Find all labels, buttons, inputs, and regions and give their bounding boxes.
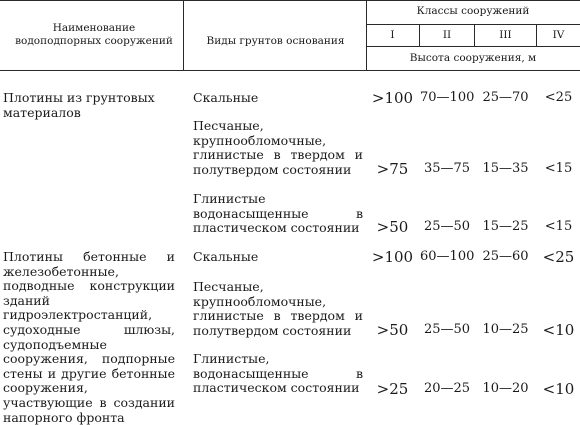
group-1-row-1-class-3: 25—70 [482,90,529,105]
group-1-row-3-soil: Глинистые водонасыщенные в пластическом состоянии [193,191,363,236]
group-2-row-3-class-3: 10—20 [482,381,529,396]
class-label-3: III [499,29,512,41]
group-2-row-2-class-2: 25—50 [423,322,471,337]
group-1-row-3-class-1: >50 [376,218,409,236]
group-1-row-1-class-2: 70—100 [420,90,475,105]
group-1-row-2-soil: Песчаные, крупнообломочные, глинистые в твердом и полутвердом состоянии [193,118,363,177]
group-2-row-3-class-2: 20—25 [423,381,471,396]
group-1-row-1-class-1: >100 [371,89,414,107]
group-1-name: Плотины из грунтовых материалов [3,90,155,120]
group-1-row-3-class-3: 15—25 [482,219,529,234]
height-sep-rule [366,46,580,47]
group-1-row-2-class-1: >75 [376,160,409,178]
group-1-row-1-class-4: <25 [544,90,573,105]
classes-sep-rule [366,24,580,25]
group-2-row-3-class-1: >25 [376,380,409,398]
group-2-row-1-class-1: >100 [371,248,414,266]
group-1-row-2-class-2: 35—75 [423,161,471,176]
group-2-name: Плотины бетонные и железобетонные, подводные конструкции зданий гидроэлектростанций, судоходные шлюзы, судоподъемные сооружения, подпорные стены и другие бетонные сооружения, участвующие в создании напорного фронта [3,249,175,425]
group-2-row-1-soil: Скальные [193,249,259,264]
group-1-row-2-class-4: <15 [544,161,573,176]
header-height-label: Высота сооружения, м [409,52,537,64]
group-1-row-2-class-3: 15—35 [482,161,529,176]
header-classes-title: Классы сооружений [416,5,530,17]
group-2-row-2-class-1: >50 [376,321,409,339]
header-bottom-rule [0,70,580,71]
group-2-row-3-soil: Глинистые, водонасыщенные в пластическом состоянии [193,351,363,396]
group-2-row-1-class-4: <25 [542,248,575,266]
header-soil-type: Виды грунтов основания [206,35,345,47]
header-top-rule [0,0,580,1]
header-structure-name: Наименование водоподпорных сооружений [15,22,173,47]
class-label-4: IV [552,29,565,41]
group-1-row-3-class-4: <15 [544,219,573,234]
class-label-1: I [390,29,395,41]
vline-1 [183,0,184,70]
group-1-row-1-soil: Скальные [193,90,259,105]
group-2-row-1-class-3: 25—60 [482,249,529,264]
group-2-row-2-class-3: 10—25 [482,322,529,337]
class-label-2: II [442,29,452,41]
group-2-row-1-class-2: 60—100 [420,249,475,264]
group-2-row-3-class-4: <10 [542,380,575,398]
group-2-row-2-soil: Песчаные, крупнообломочные, глинистые в твердом и полутвердом состоянии [193,279,363,338]
group-1-row-3-class-2: 25—50 [423,219,471,234]
group-2-row-2-class-4: <10 [542,321,575,339]
